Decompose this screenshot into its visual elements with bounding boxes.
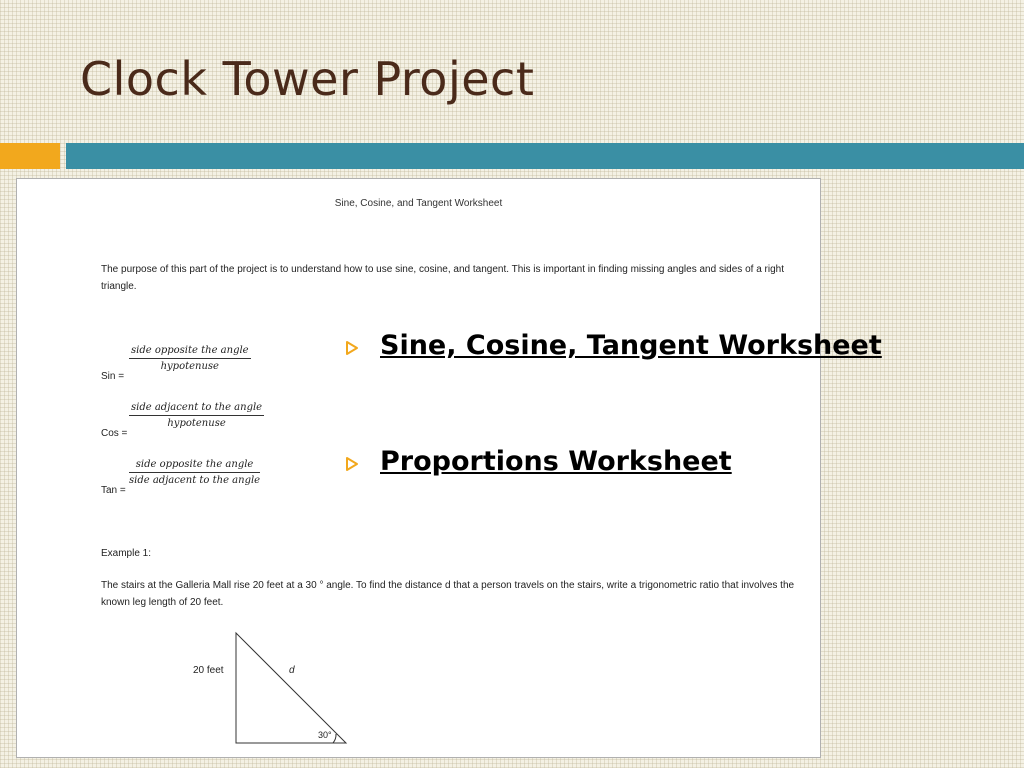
example-text: The stairs at the Galleria Mall rise 20 feet at a 30 ° angle. To find the distance d that a person travels on the stairs, write a trigonometric ratio that involves the known leg length of 20 feet.: [101, 580, 795, 608]
sin-denominator: hypotenuse: [160, 361, 219, 372]
slide-title: Clock Tower Project: [80, 52, 535, 106]
sine-cosine-tangent-worksheet-link[interactable]: Sine, Cosine, Tangent Worksheet: [380, 330, 882, 361]
cos-denominator: hypotenuse: [167, 418, 226, 429]
tan-fraction: [129, 459, 260, 486]
angle-arc: [333, 734, 336, 743]
cos-numerator: side adjacent to the angle: [129, 402, 264, 416]
hypotenuse-label: d: [289, 665, 295, 676]
proportions-worksheet-link[interactable]: Proportions Worksheet: [380, 446, 732, 477]
angle-label: 30°: [318, 730, 332, 740]
example-heading: Example 1:: [101, 548, 152, 559]
triangle-shape: [236, 633, 346, 743]
cos-label: Cos =: [101, 428, 128, 439]
sin-numerator: side opposite the angle: [129, 345, 251, 359]
arrow-bullet-icon: [345, 456, 359, 472]
worksheet-intro: The purpose of this part of the project is to understand how to use sine, cosine, and tangent. This is important in finding missing angles and sides of a right triangle.: [101, 264, 784, 292]
accent-bar-teal: [66, 143, 1024, 169]
worksheet-title: Sine, Cosine, and Tangent Worksheet: [334, 198, 503, 209]
sin-label: Sin =: [101, 371, 125, 382]
tan-numerator: side opposite the angle: [129, 459, 260, 473]
cos-fraction: [129, 402, 264, 429]
sin-fraction: [129, 345, 251, 372]
leg-label: 20 feet: [193, 665, 224, 676]
right-triangle-diagram: [177, 629, 377, 754]
arrow-bullet-icon: [345, 340, 359, 356]
accent-bar-orange: [0, 143, 60, 169]
tan-denominator: side adjacent to the angle: [129, 475, 261, 486]
tan-label: Tan =: [101, 485, 126, 496]
